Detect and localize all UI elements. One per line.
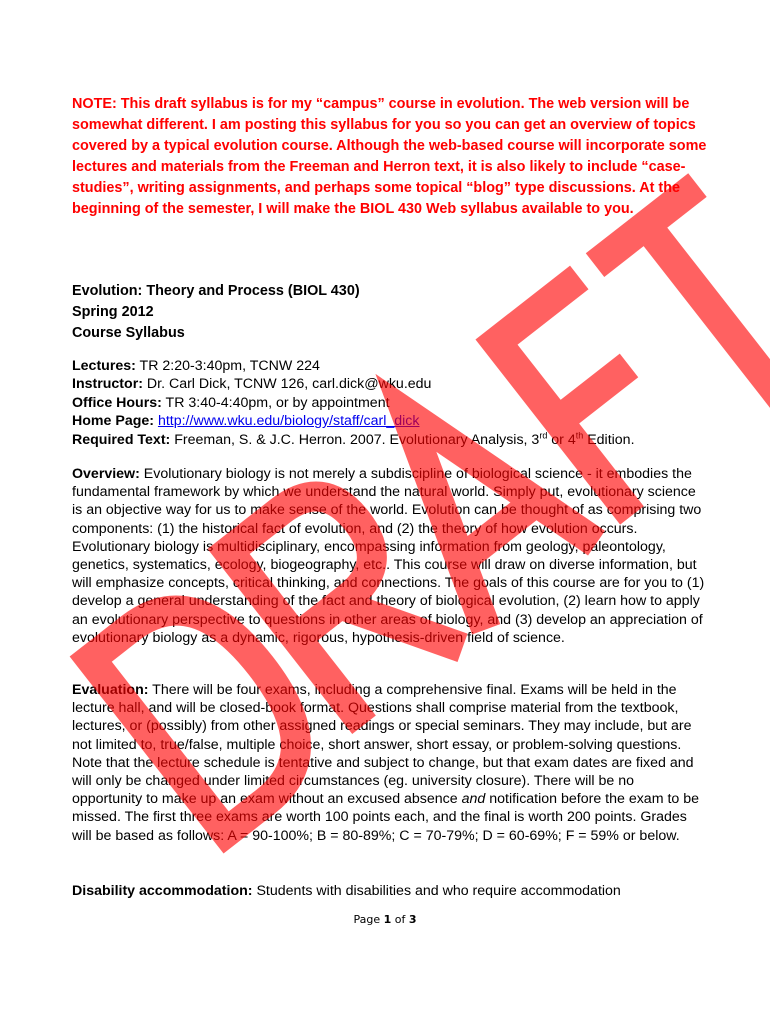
footer-page-number: 1 [383,913,392,926]
disability-text: Students with disabilities and who require accommodation [252,883,621,899]
disability-label: Disability accommodation: [72,883,253,899]
draft-note: NOTE: This draft syllabus is for my “campus” course in evolution. The web version will be somewhat different. I am posting this syllabus for you so you can get an overview of topics covered by a typical evolution course. Although the web-based course will incorporate some lectures and materials from the Freeman and Herron text, it is also likely to include “case-studies”, writing assignments, and perhaps some topical “blog” type discussions. At the beginning of the semester, I will make the BIOL 430 Web syllabus available to you. [72,96,707,217]
evaluation-paragraph [72,681,708,845]
page-footer [0,913,770,926]
overview-label: Overview: [72,466,140,482]
course-doc-type: Course Syllabus [72,325,185,341]
office-hours-value: TR 3:40-4:40pm, or by appointment [161,394,390,411]
course-heading [72,281,712,344]
course-info [72,357,712,449]
instructor-value: Dr. Carl Dick, TCNW 126, carl.dick@wku.edu [142,376,432,393]
required-text-value: Freeman, S. & J.C. Herron. 2007. Evolutionary Analysis, 3 [170,431,540,448]
instructor-label: Instructor: [72,376,143,393]
edition-sup-th: th [575,429,584,440]
course-term: Spring 2012 [72,304,154,320]
course-title: Evolution: Theory and Process (BIOL 430) [72,283,360,299]
required-text-end: Edition. [583,431,635,448]
footer-of-word: of [391,913,409,926]
home-page-link[interactable]: http://www.wku.edu/biology/staff/carl_dick [157,413,420,430]
disability-paragraph [72,882,708,900]
required-text-line [72,431,712,449]
home-page-line [72,412,712,430]
edition-sup-rd: rd [539,429,548,440]
lectures-value: TR 2:20-3:40pm, TCNW 224 [135,358,320,374]
evaluation-emphasis: and [461,791,486,808]
footer-page-word: Page [353,913,384,926]
office-hours-line [72,394,712,412]
lectures-line [72,357,712,375]
evaluation-text-a: There will be four exams, including a comprehensive final. Exams will be held in the lecture hall, and will be closed-book format. Questions shall comprise material from the textbook, lectures, or (possibly) from other assigned readings or special seminars. They may include, but are not limited to, true/false, multiple choice, short answer, short essay, or problem-solving questions. Note that the lecture schedule is tentative and subject to change, but that exam dates are fixed and will only be changed under limited circumstances (eg. university closure). There will be no opportunity to make up an exam without an excused absence [72,682,694,808]
evaluation-label: Evaluation: [72,682,149,698]
footer-page-total: 3 [408,913,417,926]
evaluation-text-b: notification before the exam to be missed. The first three exams are worth 100 points each, and the final is worth 200 points. Grades will be based as follows: A = 90-100%; B = 80-89%; C = 70-79%; D = 60-69%; F = 59% or below. [72,791,700,844]
office-hours-label: Office Hours: [72,394,162,411]
home-page-label: Home Page: [72,413,154,430]
overview-paragraph [72,465,708,647]
overview-text: Evolutionary biology is not merely a subdiscipline of biological science - it embodies the fundamental framework by which we understand the natural world. Simply put, evolutionary science is an objective way for us to make sense of the world. Evolution can be thought of as comprising two components: (1) the historical fact of evolution, and (2) the theory of how evolution occurs. Evolutionary biology is multidisciplinary, encompassing information from geology, paleontology, genetics, systematics, ecology, biogeography, etc.. This course will draw on diverse information, but will emphasize concepts, critical thinking, and connections. The goals of this course are for you to (1) develop a general understanding of the fact and theory of biological evolution, (2) learn how to apply an evolutionary perspective to questions in other areas of biology, and (3) develop an appreciation of evolutionary biology as a dynamic, rigorous, hypothesis-driven field of science. [72,466,705,646]
instructor-line [72,375,712,393]
required-text-or: or 4 [547,431,576,448]
lectures-label: Lectures: [72,358,136,374]
required-text-label: Required Text: [72,431,171,448]
